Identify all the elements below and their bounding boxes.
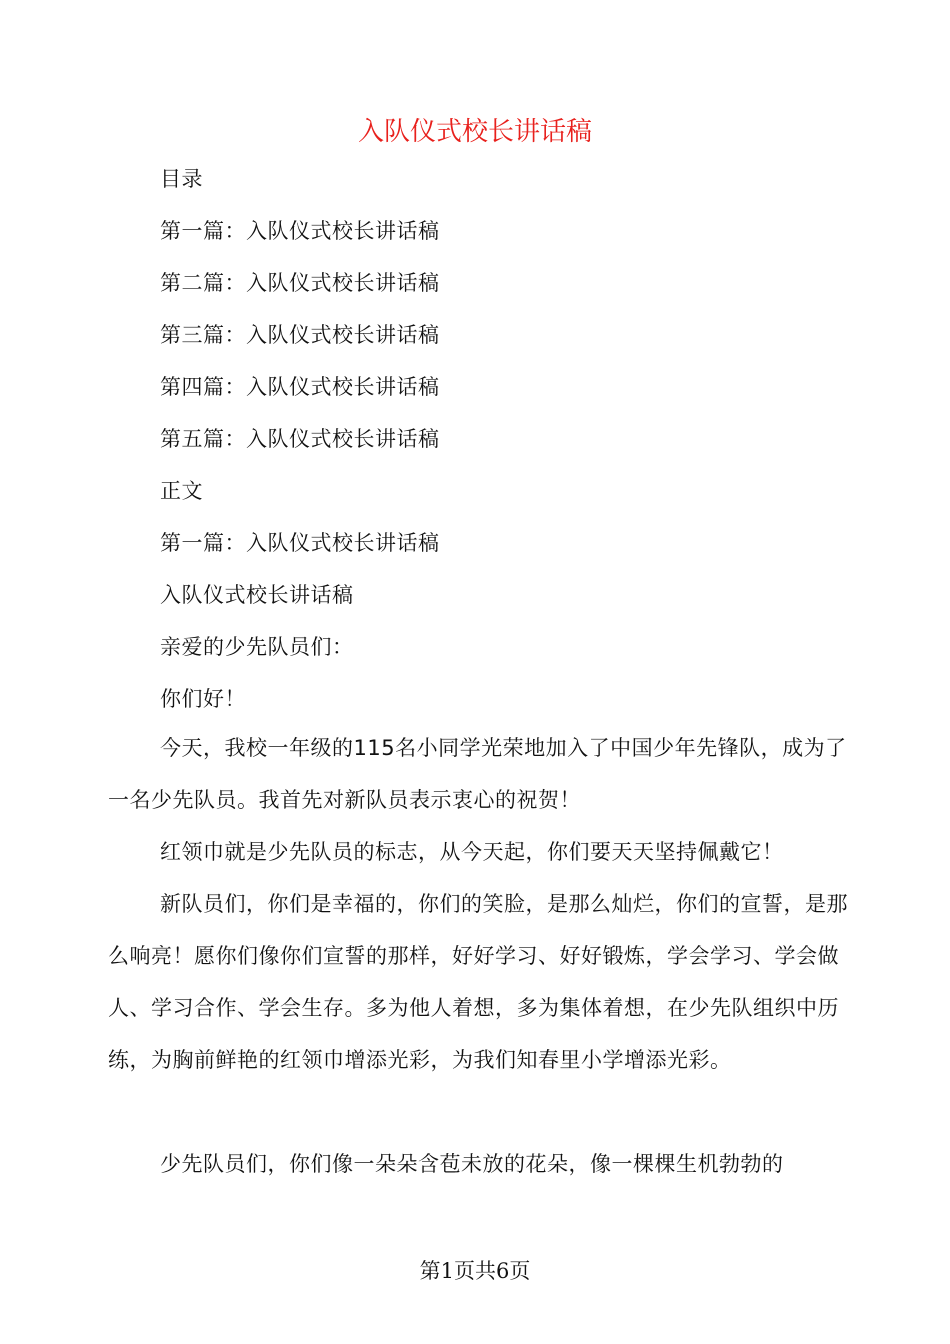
speech-title: 入队仪式校长讲话稿 bbox=[160, 583, 354, 607]
toc-heading: 目录 bbox=[160, 167, 203, 191]
toc-item: 第四篇：入队仪式校长讲话稿 bbox=[160, 375, 440, 399]
document-title: 入队仪式校长讲话稿 bbox=[357, 117, 592, 147]
section-heading: 第一篇：入队仪式校长讲话稿 bbox=[160, 531, 440, 555]
page-number: 第1页共6页 bbox=[419, 1259, 531, 1283]
body-paragraph: 少先队员们，你们像一朵朵含苞未放的花朵，像一棵棵生机勃勃的 bbox=[160, 1152, 784, 1176]
toc-item: 第二篇：入队仪式校长讲话稿 bbox=[160, 271, 440, 295]
toc-item: 第三篇：入队仪式校长讲话稿 bbox=[160, 323, 440, 347]
toc-item: 第五篇：入队仪式校长讲话稿 bbox=[160, 427, 440, 451]
salutation: 亲爱的少先队员们： bbox=[160, 635, 354, 659]
toc-item: 第一篇：入队仪式校长讲话稿 bbox=[160, 219, 440, 243]
body-paragraph: 新队员们，你们是幸福的，你们的笑脸，是那么灿烂，你们的宣誓，是那么响亮！愿你们像你们宣誓的那样，好好学习、好好锻炼，学会学习、学会做人、学习合作、学会生存。多为他人着想，多为集体着想，在少先队组织中历练，为胸前鲜艳的红领巾增添光彩，为我们知春里小学增添光彩。 bbox=[108, 892, 848, 1072]
body-heading: 正文 bbox=[160, 479, 203, 503]
greeting: 你们好！ bbox=[160, 687, 246, 711]
body-paragraph: 今天，我校一年级的115名小同学光荣地加入了中国少年先锋队，成为了一名少先队员。我首先对新队员表示衷心的祝贺！ bbox=[108, 736, 847, 812]
body-paragraph: 红领巾就是少先队员的标志，从今天起，你们要天天坚持佩戴它！ bbox=[160, 840, 784, 864]
